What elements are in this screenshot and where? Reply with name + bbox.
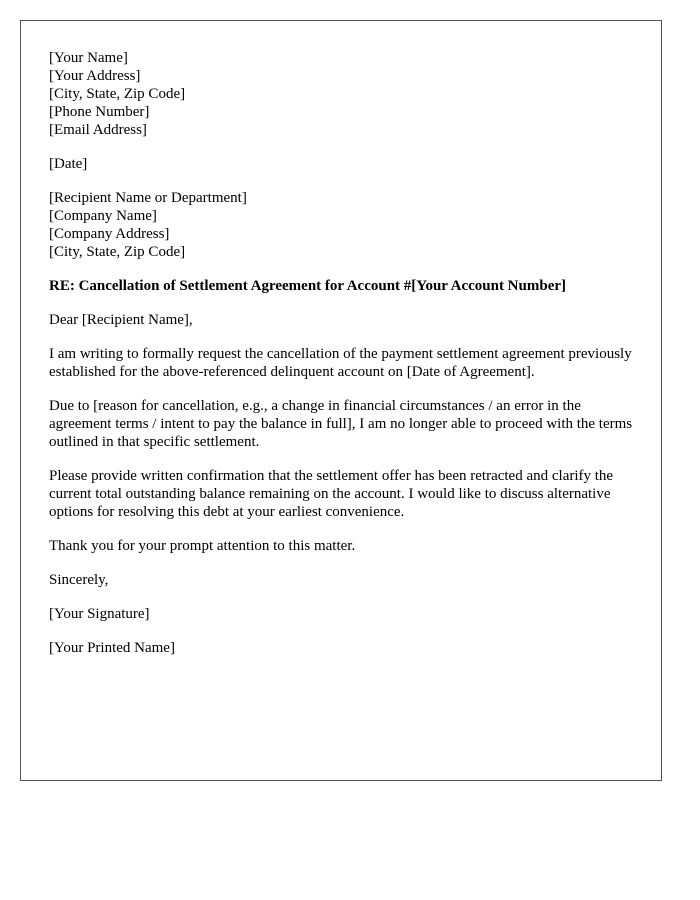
body-paragraph: I am writing to formally request the cancellation of the payment settlement agreement previously established for the above-referenced delinquent account on [Date of Agreement]. bbox=[49, 346, 632, 380]
body-paragraph: Due to [reason for cancellation, e.g., a change in financial circumstances / an error in the agreement terms / intent to pay the balance in full], I am no longer able to proceed with the terms outlined in that specific settlement. bbox=[49, 398, 633, 450]
letter bbox=[20, 20, 662, 781]
salutation: Dear [Recipient Name], bbox=[49, 312, 193, 328]
letter-date: [Date] bbox=[49, 156, 88, 172]
sender-name: [Your Name] bbox=[49, 50, 128, 66]
body-paragraph: Thank you for your prompt attention to this matter. bbox=[49, 538, 356, 554]
recipient-company: [Company Name] bbox=[49, 208, 157, 224]
printed-name: [Your Printed Name] bbox=[49, 640, 175, 656]
recipient-block bbox=[49, 189, 634, 261]
closing: Sincerely, bbox=[49, 572, 109, 588]
subject-line: RE: Cancellation of Settlement Agreement for Account #[Your Account Number] bbox=[49, 278, 567, 294]
recipient-name: [Recipient Name or Department] bbox=[49, 190, 247, 206]
body-paragraph: Please provide written confirmation that the settlement offer has been retracted and clarify the current total outstanding balance remaining on the account. I would like to discuss alternative options for resolving this debt at your earliest convenience. bbox=[49, 468, 614, 520]
recipient-address: [Company Address] bbox=[49, 226, 170, 242]
sender-block bbox=[49, 49, 634, 139]
sender-email: [Email Address] bbox=[49, 122, 147, 138]
signature: [Your Signature] bbox=[49, 606, 150, 622]
sender-city: [City, State, Zip Code] bbox=[49, 86, 186, 102]
sender-phone: [Phone Number] bbox=[49, 104, 150, 120]
recipient-city: [City, State, Zip Code] bbox=[49, 244, 186, 260]
sender-address: [Your Address] bbox=[49, 68, 141, 84]
